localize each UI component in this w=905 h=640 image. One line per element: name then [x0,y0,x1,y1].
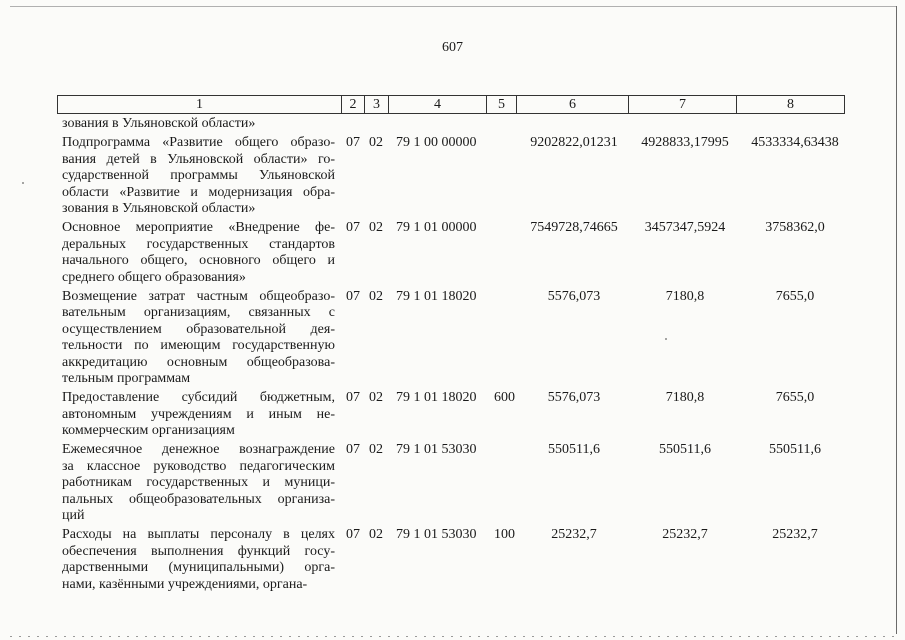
cell-col-7: 25232,7 [662,527,708,542]
page-top-edge [10,6,897,7]
cell-col-8: 7655,0 [775,288,815,304]
description-line: пальных общеобразовательных организа- [62,491,335,507]
description-line: Предоставление субсидий бюджетным, [62,390,335,405]
cell-col-5: 100 [494,527,515,542]
scan-speck [22,182,24,184]
cell-col-8: 3758362,0 [765,220,825,235]
description-line: Основное мероприятие «Внедрение фе- [62,220,335,235]
cell-col-7: 7180,8 [665,288,705,304]
table-header [57,95,845,114]
cell-col-4: 79 1 01 53030 [396,527,477,542]
row-description [62,220,335,286]
description-line: вания детей в Ульяновской области» го- [62,151,335,167]
cell-col-2: 07 [346,390,360,405]
description-line: деральных государственных стандартов [62,236,335,252]
description-line: ций [62,508,85,523]
cell-col-6: 550511,6 [548,442,600,457]
row-description [62,289,335,388]
cell-col-7: 3457347,5924 [644,220,726,235]
description-line: зования в Ульяновской области» [62,116,256,131]
row-description [62,116,335,133]
row-description [62,442,335,525]
scan-speck [665,338,667,340]
header-col-4: 4 [389,96,487,113]
description-line: дарственными (муниципальными) орга- [62,560,335,575]
description-line: обеспечения выполнения функций госу- [62,543,335,559]
cell-col-3: 02 [369,527,383,542]
cell-col-3: 02 [369,390,383,405]
cell-col-4: 79 1 00 00000 [396,135,477,150]
cell-col-4: 79 1 01 00000 [396,220,477,235]
description-line: осуществлением образовательной дея- [62,321,335,337]
description-line: зования в Ульяновской области» [62,201,256,216]
page-number: 607 [442,40,463,55]
description-line: сударственной программы Ульяновской [62,168,335,183]
cell-col-4: 79 1 01 18020 [396,288,477,304]
scan-noise [10,636,895,637]
cell-col-3: 02 [369,220,383,235]
description-line: за классное руководство педагогическим [62,458,335,474]
page-right-edge [896,6,897,634]
cell-col-6: 5576,073 [547,390,601,405]
cell-col-2: 07 [346,442,360,457]
description-line: тельности по имеющим государственную [62,338,335,353]
cell-col-3: 02 [369,288,383,304]
cell-col-2: 07 [346,288,360,304]
cell-col-5: 600 [494,390,515,405]
cell-col-4: 79 1 01 18020 [396,390,477,405]
cell-col-7: 550511,6 [659,442,711,457]
row-description [62,135,335,218]
cell-col-3: 02 [369,135,383,150]
cell-col-8: 7655,0 [775,390,815,405]
cell-col-6: 9202822,01231 [530,135,618,150]
header-col-3: 3 [365,96,389,113]
description-line: автономным учреждениям и иным не- [62,406,335,422]
header-col-2: 2 [342,96,365,113]
description-line: работникам государственных и муници- [62,475,335,490]
cell-col-7: 7180,8 [665,390,705,405]
header-col-7: 7 [629,96,737,113]
description-line: начального общего, основного общего и [62,253,335,268]
cell-col-7: 4928833,17995 [641,135,729,150]
description-line: аккредитацию основным общеобразова- [62,354,335,370]
cell-col-8: 4533334,63438 [751,135,839,150]
cell-col-6: 7549728,74665 [530,220,618,235]
header-col-6: 6 [517,96,629,113]
description-line: вательным организациям, связанных с [62,305,335,320]
cell-col-2: 07 [346,220,360,235]
header-col-1: 1 [58,96,342,113]
description-line: нами, казёнными учреждениями, органа- [62,576,308,592]
row-description [62,390,335,440]
header-col-5: 5 [487,96,517,113]
description-line: Расходы на выплаты персоналу в целях [62,527,335,542]
cell-col-6: 25232,7 [551,527,597,542]
row-description [62,527,335,593]
cell-col-4: 79 1 01 53030 [396,442,477,457]
cell-col-8: 550511,6 [769,442,821,457]
cell-col-3: 02 [369,442,383,457]
description-line: Возмещение затрат частным общеобразо- [62,288,335,304]
cell-col-2: 07 [346,135,360,150]
description-line: тельным программам [62,371,191,386]
description-line: области «Развитие и модернизация обра- [62,184,335,200]
description-line: среднего общего образования» [62,269,246,285]
header-col-8: 8 [787,96,794,112]
description-line: Подпрограмма «Развитие общего образо- [62,135,335,150]
description-line: коммерческим организациям [62,423,235,438]
cell-col-2: 07 [346,527,360,542]
cell-col-6: 5576,073 [547,288,601,304]
description-line: Ежемесячное денежное вознаграждение [62,442,335,457]
cell-col-8: 25232,7 [772,527,818,542]
